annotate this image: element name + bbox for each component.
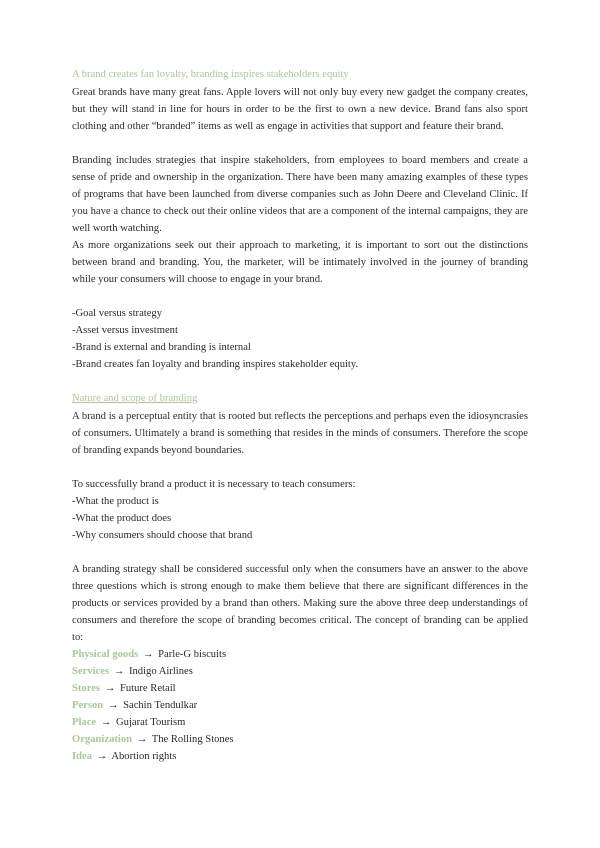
example-term: Person [72,700,104,711]
list-item: -Goal versus strategy [72,308,163,319]
example-term: Stores [72,683,101,694]
arrow-icon: → [142,649,154,660]
example-item [72,663,528,680]
example-item [72,731,528,748]
document-page [72,66,528,765]
spacer [72,459,528,476]
section-heading-nature-scope: Nature and scope of branding [72,393,198,404]
example-item [72,748,528,765]
paragraph-great-brands: Great brands have many great fans. Apple lovers will not only buy every new gadget the company creates, but they will stand in line for hours in order to be the first to own a new device. Brand fans also sport clothing and other “branded” items as well as engage in activities that support and feature their brand. [72,87,528,132]
arrow-icon: → [100,717,112,728]
example-item [72,646,528,663]
spacer [72,373,528,390]
example-item [72,697,528,714]
arrow-icon: → [107,700,119,711]
spacer [72,288,528,305]
example-value: Sachin Tendulkar [123,700,198,711]
example-term: Organization [72,734,133,745]
section-heading-brand-loyalty: A brand creates fan loyalty, branding inspires stakeholders equity [72,69,349,80]
example-item [72,714,528,731]
list-item: -What the product does [72,513,172,524]
example-term: Physical goods [72,649,139,660]
paragraph-branding-success: A branding strategy shall be considered successful only when the consumers have an answer to the above three questions which is strong enough to make them believe that there are significant differences in the products or services provided by a brand than others. Making sure the above three deep understandings of consumers and therefore the scope of branding becomes critical. The concept of branding can be applied to: [72,564,528,643]
distinctions-list [72,305,528,373]
paragraph-brand-vs-branding: As more organizations seek out their approach to marketing, it is important to sort out the distinctions between brand and branding. You, the marketer, will be intimately involved in the journey of branding while your consumers will choose to engage in your brand. [72,240,528,285]
example-term: Idea [72,751,93,762]
list-item: -Why consumers should choose that brand [72,530,253,541]
arrow-icon: → [136,734,148,745]
arrow-icon: → [104,683,116,694]
example-value: Indigo Airlines [128,666,193,677]
paragraph-perceptual-entity: A brand is a perceptual entity that is rooted but reflects the perceptions and perhaps even the idiosyncrasies of consumers. Ultimately a brand is something that resides in the minds of consumers. Therefore the scope of branding expands beyond boundaries. [72,411,528,456]
example-value: Future Retail [119,683,176,694]
list-item: -Asset versus investment [72,325,178,336]
example-value: Gujarat Tourism [116,717,186,728]
example-term: Services [72,666,110,677]
paragraph-branding-strategies: Branding includes strategies that inspire stakeholders, from employees to board members and create a sense of pride and ownership in the organization. There have been many amazing examples of these types of programs that have been launched from diverse companies such as John Deere and Cleveland Clinic. If you have a chance to check out their online videos that are a component of the internal campaigns, they are well worth watching. [72,155,528,234]
arrow-icon: → [113,666,125,677]
spacer [72,544,528,561]
list-item: -What the product is [72,496,159,507]
example-value: The Rolling Stones [151,734,234,745]
example-value: Abortion rights [111,751,177,762]
arrow-icon: → [96,751,108,762]
spacer [72,135,528,152]
example-value: Parle-G biscuits [158,649,227,660]
example-item [72,680,528,697]
examples-list [72,646,528,765]
example-term: Place [72,717,97,728]
questions-list [72,493,528,544]
list-item: -Brand creates fan loyalty and branding inspires stakeholder equity. [72,359,359,370]
paragraph-teach-consumers: To successfully brand a product it is necessary to teach consumers: [72,479,356,490]
list-item: -Brand is external and branding is internal [72,342,251,353]
